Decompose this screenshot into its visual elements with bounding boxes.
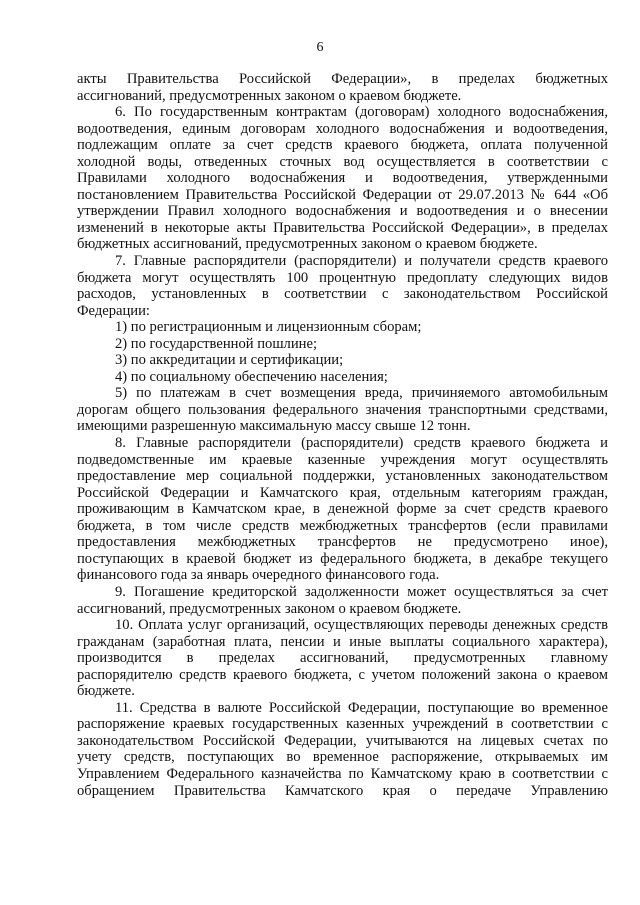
text-line: бюджете. <box>77 683 135 700</box>
text-line: 9. Погашение кредиторской задолженности может осуществляться за счет <box>115 583 608 600</box>
text-line: Федерации: <box>77 302 150 319</box>
text-line: 2) по государственной пошлине; <box>115 335 317 352</box>
text-line: 6. По государственным контрактам (договорам) холодного водоснабжения, <box>115 104 608 121</box>
text-line: 4) по социальному обеспечению населения; <box>115 368 388 385</box>
text-line: обращением Правительства Камчатского края о передаче Управлению <box>77 782 608 799</box>
text-line: проживающим в Камчатском крае, в денежной форме за счет средств краевого <box>77 501 608 518</box>
paragraph-9 <box>77 584 608 617</box>
text-line: 10. Оплата услуг организаций, осуществляющих переводы денежных средств <box>115 617 608 634</box>
paragraph-7 <box>77 253 608 319</box>
text-line: поступающих в краевой бюджет из федерального бюджета, в декабре текущего <box>77 550 608 567</box>
text-line: финансового года за январь очередного финансового года. <box>77 567 440 584</box>
text-line: 3) по аккредитации и сертификации; <box>115 352 344 369</box>
list-item-7-5 <box>77 385 608 435</box>
text-line: имеющими разрешенную максимальную массу свыше 12 тонн. <box>77 418 471 435</box>
paragraph-continuation <box>77 71 608 104</box>
paragraph-10 <box>77 617 608 700</box>
text-line: подведомственные им краевые казенные учреждения могут осуществлять <box>77 451 608 468</box>
text-line: 1) по регистрационным и лицензионным сборам; <box>115 319 422 336</box>
text-line: 7. Главные распорядители (распорядители) и получатели средств краевого <box>115 253 608 270</box>
paragraph-11 <box>77 700 608 799</box>
text-line: распоряжение краевых государственных казенных учреждений в соответствии с <box>77 716 608 733</box>
text-line: бюджетных ассигнований, предусмотренных законом о краевом бюджете. <box>77 236 538 253</box>
text-line: бюджета, в том числе средств межбюджетных трансфертов (если правилами <box>77 517 608 534</box>
paragraph-8 <box>77 435 608 584</box>
text-line: ассигнований, предусмотренных законом о краевом бюджете. <box>77 87 462 104</box>
text-line: ассигнований, предусмотренных законом о краевом бюджете. <box>77 600 462 617</box>
text-line: расходов, установленных в соответствии с законодательством Российской <box>77 286 608 303</box>
text-line: 5) по платежам в счет возмещения вреда, причиняемого автомобильным <box>115 385 608 402</box>
text-line: Управлением Федерального казначейства по Камчатскому краю в соответствии с <box>77 765 608 782</box>
text-line: Правилами холодного водоснабжения и водоотведения, утвержденными <box>77 170 608 187</box>
text-line: дорогам общего пользования федерального значения транспортными средствами, <box>77 401 608 418</box>
text-line: изменений в некоторые акты Правительства Российской Федерации», в пределах <box>77 219 608 236</box>
text-line: учету средств, поступающих во временное распоряжение, открываемых им <box>77 749 608 766</box>
text-line: водоотведения, единым договорам холодного водоснабжения и водоотведения, <box>77 120 608 137</box>
list-item-7-4 <box>77 369 608 386</box>
text-line: производится в пределах ассигнований, предусмотренных главному <box>77 650 608 667</box>
text-line: бюджета могут осуществлять 100 процентную предоплату следующих видов <box>77 269 608 286</box>
text-line: подлежащим оплате за счет средств краевого бюджета, оплата полученной <box>77 137 608 154</box>
text-line: распорядителю средств краевого бюджета, с учетом положений закона о краевом <box>77 666 608 683</box>
paragraph-6 <box>77 104 608 253</box>
list-item-7-3 <box>77 352 608 369</box>
text-line: предоставления межбюджетных трансфертов не предусмотрено иное), <box>77 534 608 551</box>
list-item-7-1 <box>77 319 608 336</box>
list-item-7-2 <box>77 336 608 353</box>
text-line: холодной воды, отведенных сточных вод осуществляется в соответствии с <box>77 153 608 170</box>
text-line: гражданам (заработная плата, пенсии и иные выплаты социального характера), <box>77 633 608 650</box>
document-body <box>77 71 608 799</box>
text-line: 11. Средства в валюте Российской Федерации, поступающие во временное <box>115 699 608 716</box>
text-line: предоставление мер социальной поддержки, установленных законодательством <box>77 468 608 485</box>
text-line: законодательством Российской Федерации, учитываются на лицевых счетах по <box>77 732 608 749</box>
text-line: постановлением Правительства Российской Федерации от 29.07.2013 № 644 «Об <box>77 186 608 203</box>
text-line: акты Правительства Российской Федерации», в пределах бюджетных <box>77 71 608 87</box>
text-line: Российской Федерации и Камчатского края, отдельным категориям граждан, <box>77 484 608 501</box>
text-line: 8. Главные распорядители (распорядители) средств краевого бюджета и <box>115 435 608 452</box>
page-number: 6 <box>316 40 324 55</box>
text-line: утверждении Правил холодного водоснабжения и водоотведения и о внесении <box>77 203 608 220</box>
